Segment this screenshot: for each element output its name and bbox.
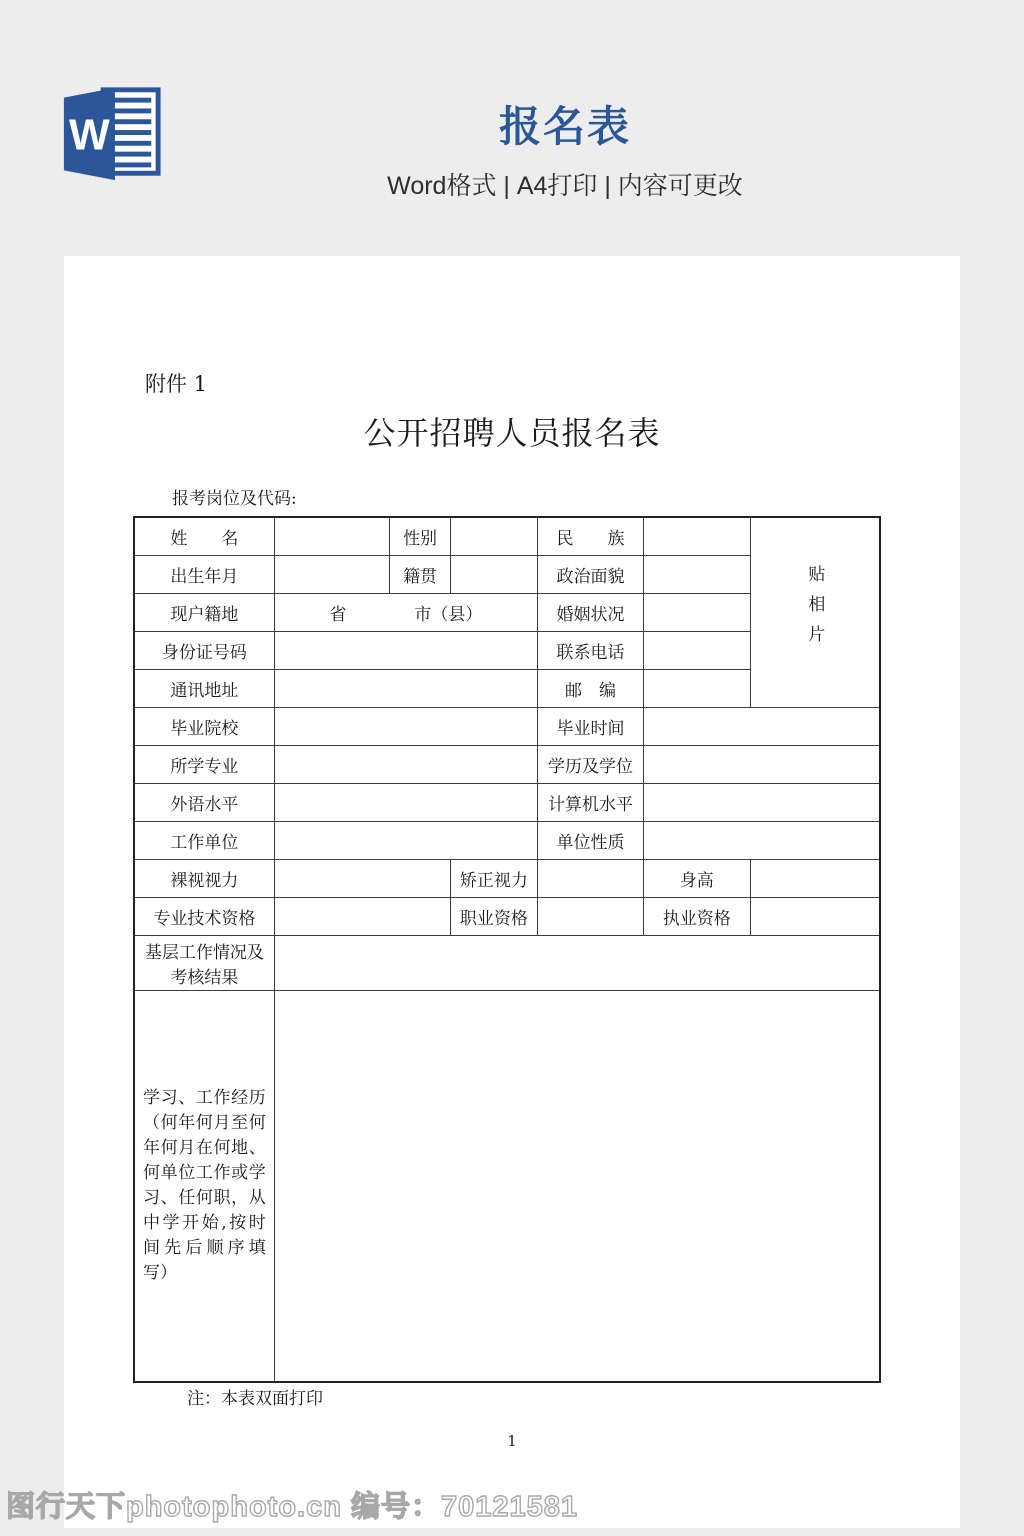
college-label: 毕业院校 bbox=[134, 707, 274, 745]
naked-vision-label: 裸视视力 bbox=[134, 859, 274, 897]
address-label: 通讯地址 bbox=[134, 669, 274, 707]
graduation-time-value-cell[interactable] bbox=[643, 707, 880, 745]
prof-tech-label: 专业技术资格 bbox=[134, 897, 274, 935]
height-value-cell[interactable] bbox=[750, 859, 880, 897]
native-place-value-cell[interactable] bbox=[450, 555, 537, 593]
corrected-vision-value-cell[interactable] bbox=[538, 859, 644, 897]
practice-qualification-label: 执业资格 bbox=[643, 897, 750, 935]
gender-value-cell[interactable] bbox=[450, 517, 537, 555]
marital-status-value-cell[interactable] bbox=[643, 593, 750, 631]
major-label: 所学专业 bbox=[134, 745, 274, 783]
experience-value-cell[interactable] bbox=[274, 990, 880, 1382]
postal-code-value-cell[interactable] bbox=[643, 669, 750, 707]
computer-skill-label: 计算机水平 bbox=[538, 783, 644, 821]
id-number-value-cell[interactable] bbox=[274, 631, 537, 669]
political-status-value-cell[interactable] bbox=[643, 555, 750, 593]
foreign-language-label: 外语水平 bbox=[134, 783, 274, 821]
political-status-label: 政治面貌 bbox=[538, 555, 644, 593]
degree-value-cell[interactable] bbox=[643, 745, 880, 783]
gender-label: 性别 bbox=[390, 517, 450, 555]
grassroots-work-value-cell[interactable] bbox=[274, 935, 880, 990]
document-title: 公开招聘人员报名表 bbox=[363, 414, 661, 452]
name-value-cell[interactable] bbox=[274, 517, 390, 555]
grassroots-work-label: 基层工作情况及考核结果 bbox=[134, 935, 274, 990]
word-icon bbox=[58, 84, 164, 184]
recruitment-form-table bbox=[133, 516, 881, 1383]
template-title: 报名表 bbox=[498, 103, 631, 150]
degree-label: 学历及学位 bbox=[538, 745, 644, 783]
native-place-label: 籍贯 bbox=[390, 555, 450, 593]
phone-label: 联系电话 bbox=[538, 631, 644, 669]
photo-label: 贴相片 bbox=[804, 564, 825, 655]
table-caption: 报考岗位及代码: bbox=[172, 489, 297, 509]
photo-cell[interactable] bbox=[750, 517, 880, 707]
print-note: 注：本表双面打印 bbox=[187, 1389, 323, 1409]
address-value-cell[interactable] bbox=[274, 669, 537, 707]
ethnicity-label: 民 族 bbox=[538, 517, 644, 555]
prof-tech-value-cell[interactable] bbox=[274, 897, 450, 935]
naked-vision-value-cell[interactable] bbox=[274, 859, 450, 897]
name-label: 姓 名 bbox=[134, 517, 274, 555]
occupation-qualification-value-cell[interactable] bbox=[538, 897, 644, 935]
postal-code-label: 邮 编 bbox=[538, 669, 644, 707]
unit-type-label: 单位性质 bbox=[538, 821, 644, 859]
marital-status-label: 婚姻状况 bbox=[538, 593, 644, 631]
occupation-qualification-label: 职业资格 bbox=[450, 897, 537, 935]
college-value-cell[interactable] bbox=[274, 707, 537, 745]
header-text-block bbox=[170, 94, 960, 202]
graduation-time-label: 毕业时间 bbox=[538, 707, 644, 745]
residence-label: 现户籍地 bbox=[134, 593, 274, 631]
height-label: 身高 bbox=[643, 859, 750, 897]
id-number-label: 身份证号码 bbox=[134, 631, 274, 669]
document-page bbox=[64, 256, 960, 1528]
template-subtitle: Word格式 | A4打印 | 内容可更改 bbox=[387, 172, 743, 200]
page-number: 1 bbox=[507, 1432, 517, 1450]
practice-qualification-value-cell[interactable] bbox=[750, 897, 880, 935]
site-watermark: 图行天下photophoto.cn 编号：70121581 bbox=[6, 1491, 579, 1523]
birth-value-cell[interactable] bbox=[274, 555, 390, 593]
computer-skill-value-cell[interactable] bbox=[643, 783, 880, 821]
word-icon-letter: W bbox=[69, 111, 110, 160]
corrected-vision-label: 矫正视力 bbox=[450, 859, 537, 897]
residence-value-cell[interactable]: 省 市（县） bbox=[274, 593, 537, 631]
attachment-label: 附件 1 bbox=[145, 372, 208, 396]
unit-type-value-cell[interactable] bbox=[643, 821, 880, 859]
experience-label: 学习、工作经历（何年何月至何年何月在何地、何单位工作或学习、任何职，从中学开始,按时间先后顺序填写） bbox=[134, 990, 274, 1382]
major-value-cell[interactable] bbox=[274, 745, 537, 783]
foreign-language-value-cell[interactable] bbox=[274, 783, 537, 821]
employer-value-cell[interactable] bbox=[274, 821, 537, 859]
employer-label: 工作单位 bbox=[134, 821, 274, 859]
ethnicity-value-cell[interactable] bbox=[643, 517, 750, 555]
birth-label: 出生年月 bbox=[134, 555, 274, 593]
phone-value-cell[interactable] bbox=[643, 631, 750, 669]
